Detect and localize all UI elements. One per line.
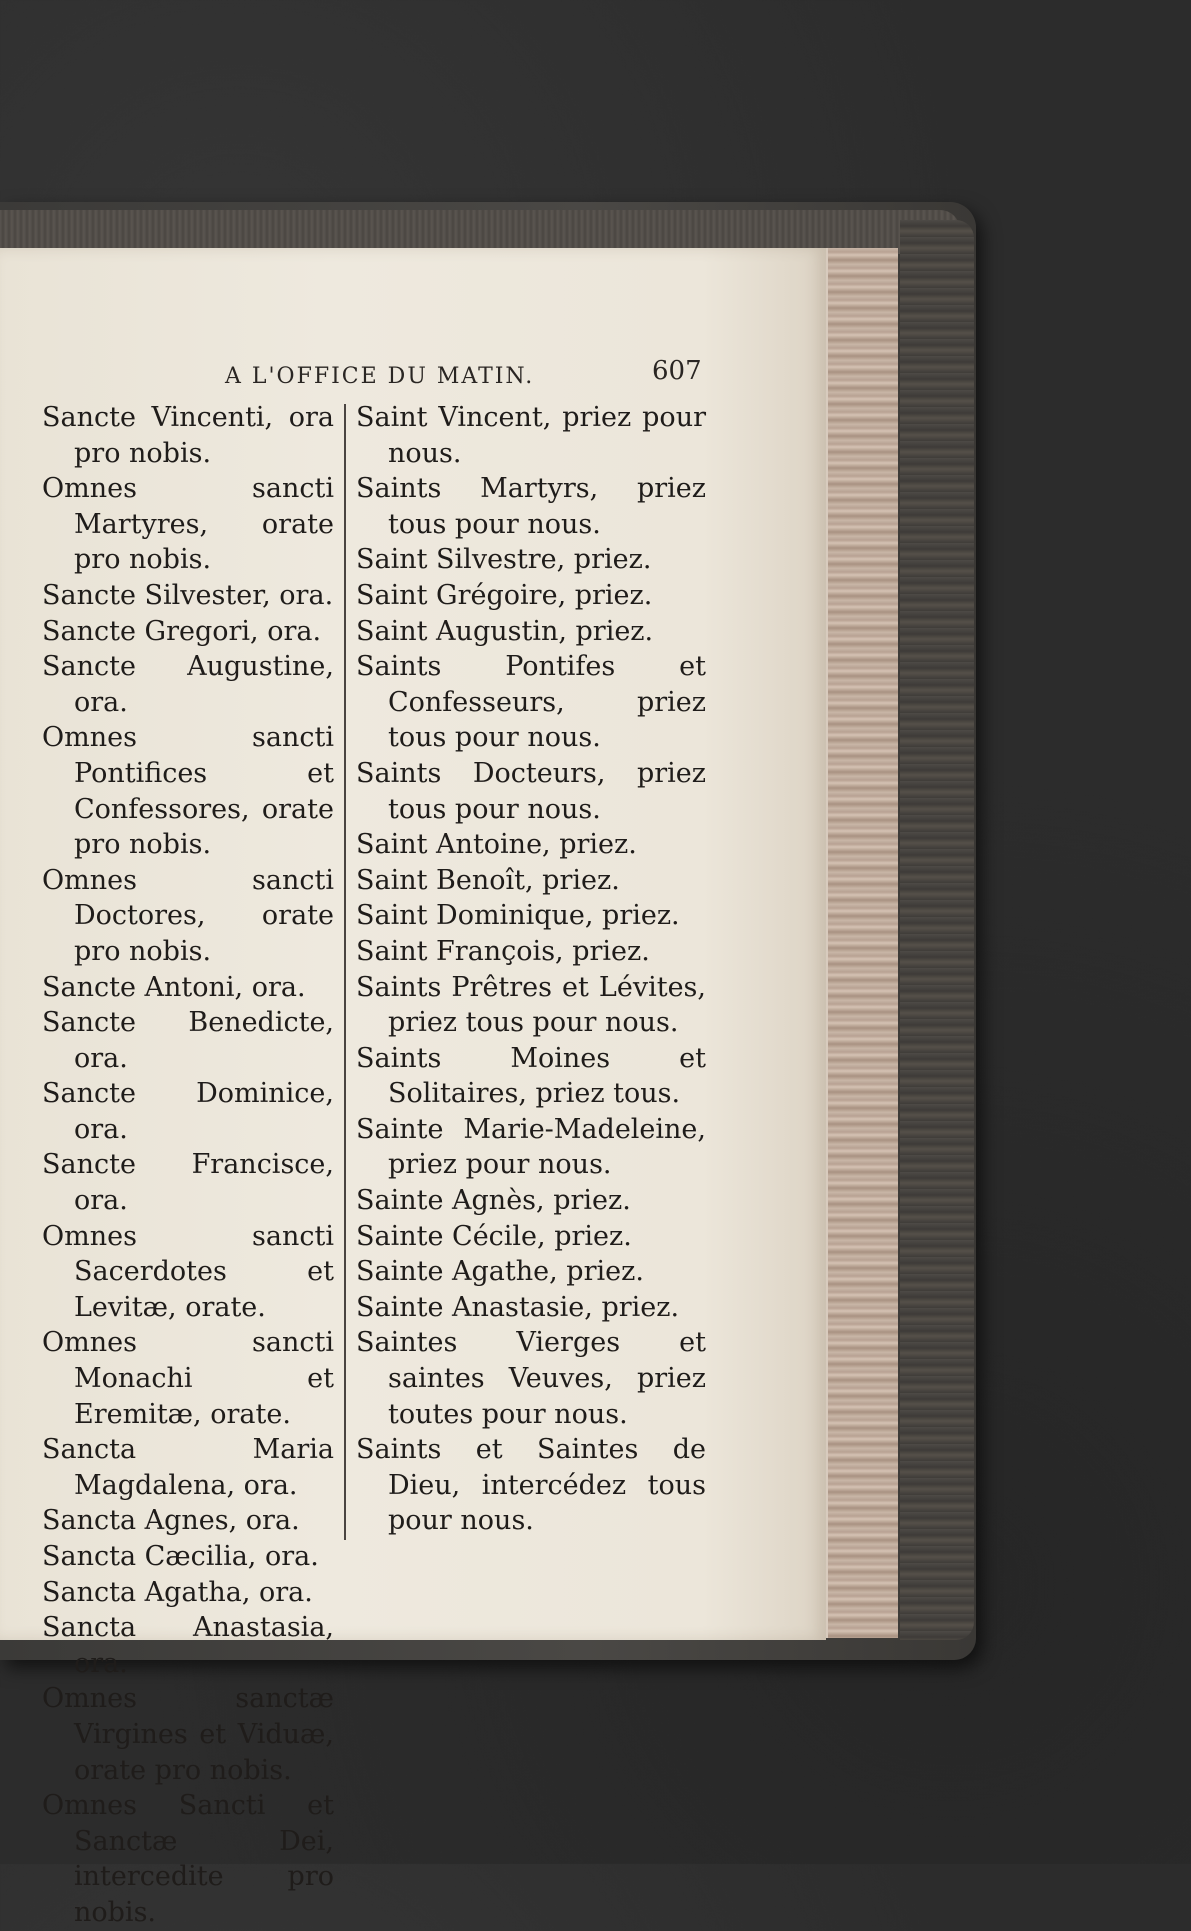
latin-line: Sancta Cæcilia, ora. [42, 1541, 319, 1572]
french-line: Saint Dominique, priez. [356, 900, 680, 932]
french-line: Sainte Anastasie, priez. [356, 1291, 680, 1323]
latin-line: Sancte Silvester, ora. [42, 579, 334, 611]
french-line: Saints Martyrs, priez tous pour nous. [356, 473, 706, 540]
latin-line: Sancte Vincenti, ora pro nobis. [42, 402, 334, 469]
latin-line: Sancta Maria Magdalena, ora. [42, 1434, 334, 1501]
french-line: Sainte Agnès, priez. [356, 1185, 631, 1217]
french-line: Saintes Vierges et saintes Veuves, priez toutes pour nous. [356, 1327, 706, 1430]
latin-line: Omnes sancti Pontifices et Confessores, orate pro nobis. [42, 722, 334, 861]
french-line: Saint Vincent, priez pour nous. [356, 402, 706, 469]
french-line: Saints et Saintes de Dieu, intercédez tous pour nous. [356, 1434, 706, 1537]
french-line: Sainte Cécile, priez. [356, 1220, 632, 1252]
latin-line: Sancta Anastasia, ora. [42, 1612, 334, 1679]
latin-line: Omnes sancti Sacerdotes et Levitæ, orate. [42, 1220, 334, 1323]
french-line: Saints Pontifes et Confesseurs, priez tous pour nous. [356, 651, 706, 754]
latin-line: Sancta Agnes, ora. [42, 1505, 300, 1537]
french-line: Saints Docteurs, priez tous pour nous. [356, 757, 706, 825]
french-line: Saint Benoît, priez. [356, 864, 620, 896]
latin-line: Omnes sanctæ Virgines et Viduæ, orate pro nobis. [42, 1683, 334, 1786]
column-divider [344, 404, 346, 1540]
french-line: Saints Prêtres et Lévites, priez tous pour nous. [356, 971, 706, 1039]
french-line: Saint François, priez. [356, 935, 650, 967]
latin-line: Sancte Francisce, ora. [42, 1149, 334, 1217]
running-title: A L'OFFICE DU MATIN. [225, 364, 535, 389]
french-line: Saint Augustin, priez. [356, 615, 654, 647]
latin-line: Sancte Benedicte, ora. [42, 1007, 334, 1074]
latin-line: Sancta Agatha, ora. [42, 1576, 313, 1608]
page-edges [826, 248, 898, 1638]
latin-line: Sancte Dominice, ora. [42, 1078, 334, 1145]
latin-line: Sancte Augustine, ora. [42, 651, 334, 718]
latin-line: Omnes sancti Martyres, orate pro nobis. [42, 473, 334, 576]
french-line: Sainte Agathe, priez. [356, 1256, 644, 1288]
latin-column [42, 400, 334, 1931]
latin-line: Omnes sancti Doctores, orate pro nobis. [42, 864, 334, 967]
latin-line: Omnes sancti Monachi et Eremitæ, orate. [42, 1327, 334, 1430]
latin-line: Sancte Antoni, ora. [42, 971, 306, 1003]
french-line: Saint Antoine, priez. [356, 829, 637, 861]
french-line: Saints Moines et Solitaires, priez tous. [356, 1042, 706, 1110]
book-spine-edge [900, 220, 974, 1640]
french-column [356, 400, 706, 1539]
french-line: Saint Grégoire, priez. [356, 579, 653, 611]
page-number: 607 [652, 356, 702, 386]
latin-line: Sancte Gregori, ora. [42, 615, 322, 647]
french-line: Saint Silvestre, priez. [356, 544, 652, 576]
latin-line: Omnes Sancti et Sanctæ Dei, intercedite pro nobis. [42, 1790, 334, 1928]
french-line: Sainte Marie-Madeleine, priez pour nous. [356, 1113, 706, 1181]
